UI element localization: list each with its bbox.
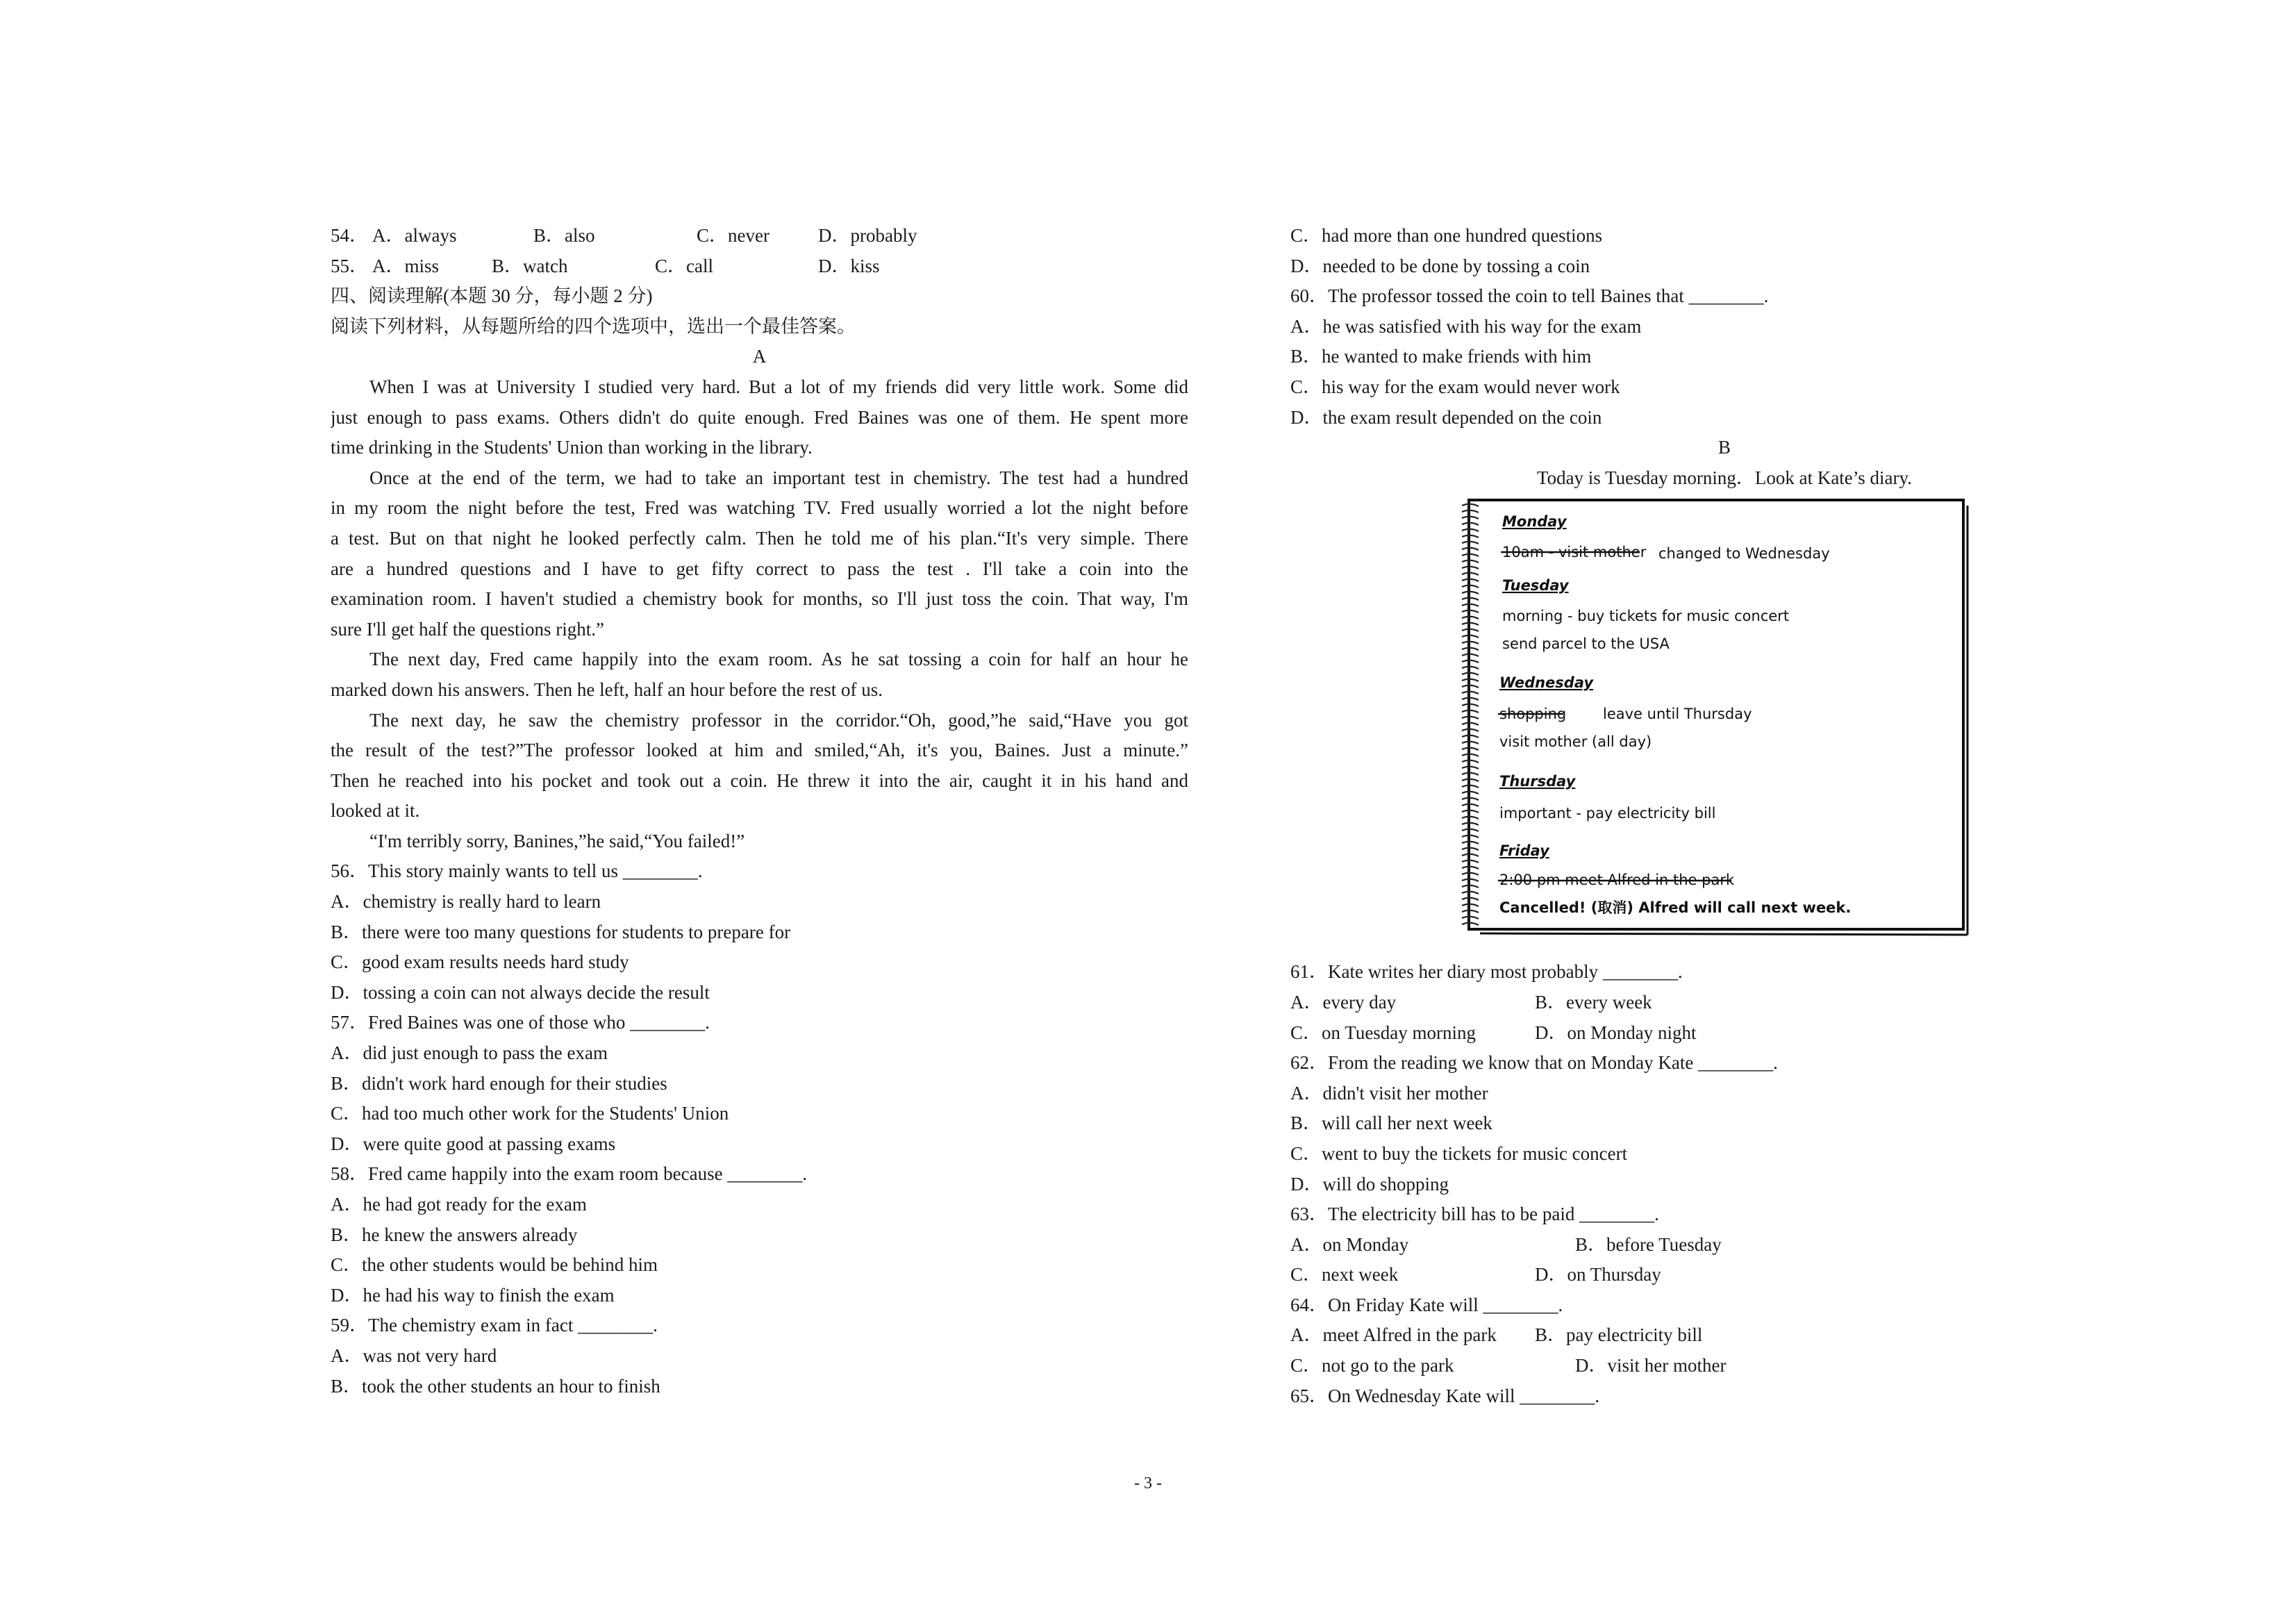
option-a: A．on Monday xyxy=(1290,1233,1409,1255)
option-c: C．went to buy the tickets for music concert xyxy=(1290,1142,1628,1164)
option-a: A．didn't visit her mother xyxy=(1290,1082,1488,1104)
option-c: C．call xyxy=(655,255,713,276)
question-55 xyxy=(331,251,1188,282)
option-b: B．pay electricity bill xyxy=(1535,1324,1703,1346)
option-b: B．watch xyxy=(492,255,568,276)
question-stem: 59．The chemistry exam in fact ________. xyxy=(331,1315,658,1336)
diary-tuesday-line-1: morning - buy tickets for music concert xyxy=(1502,608,1790,625)
option-d: D．kiss xyxy=(818,255,880,276)
diary-wednesday-line-2: visit mother (all day) xyxy=(1499,733,1652,751)
option-d: D．will do shopping xyxy=(1290,1173,1449,1195)
option-c: C．had too much other work for the Students' Union xyxy=(331,1103,729,1124)
option-b: B．before Tuesday xyxy=(1575,1233,1722,1255)
diary-wednesday: Wednesday xyxy=(1499,674,1594,692)
option-c: C．good exam results needs hard study xyxy=(331,951,629,973)
passage-a-paragraph-2 xyxy=(331,463,1188,645)
option-a: A．was not very hard xyxy=(331,1345,497,1366)
option-c: C．had more than one hundred questions xyxy=(1290,225,1603,246)
option-a: A．meet Alfred in the park xyxy=(1290,1324,1497,1346)
text-line: looked at it. xyxy=(331,800,420,822)
option-a: A．did just enough to pass the exam xyxy=(331,1042,608,1064)
passage-a-paragraph-4 xyxy=(331,706,1188,826)
text-line: time drinking in the Students' Union than working in the library. xyxy=(331,437,813,458)
diary-wednesday-note: leave until Thursday xyxy=(1603,706,1752,723)
option-a: A．miss xyxy=(372,255,440,276)
option-d: D．on Thursday xyxy=(1535,1264,1661,1285)
passage-b-title: B xyxy=(1717,437,1731,458)
text-line: are a hundred questions and I have to get fifty correct to pass the test . I'll take a coin into the xyxy=(331,558,1188,579)
question-63 xyxy=(1290,1199,2158,1290)
option-c: C．his way for the exam would never work xyxy=(1290,376,1620,397)
section-heading: 四、阅读理解(本题 30 分，每小题 2 分) xyxy=(331,285,653,307)
option-c: C．not go to the park xyxy=(1290,1355,1454,1376)
passage-b-intro: Today is Tuesday morning．Look at Kate’s diary. xyxy=(1536,467,1913,488)
option-b: B．will call her next week xyxy=(1290,1113,1492,1134)
question-60 xyxy=(1290,281,2158,433)
option-d: D．he had his way to finish the exam xyxy=(331,1284,615,1306)
question-stem: 58．Fred came happily into the exam room because ________. xyxy=(331,1163,808,1185)
diary-friday: Friday xyxy=(1499,842,1549,860)
text-line: marked down his answers. Then he left, half an hour before the rest of us. xyxy=(331,679,883,700)
diary-monday-struck: 10am - visit mother xyxy=(1502,544,1647,561)
passage-a-title: A xyxy=(752,346,767,367)
question-stem: 61．Kate writes her diary most probably ________. xyxy=(1290,961,1683,983)
text-line: Once at the end of the term, we had to take an important test in chemistry. The test had a hundred xyxy=(369,467,1188,488)
option-d: D．on Monday night xyxy=(1535,1022,1697,1043)
question-64 xyxy=(1290,1290,2158,1381)
left-column xyxy=(331,221,1188,1401)
question-stem: 56．This story mainly wants to tell us ________. xyxy=(331,860,703,882)
diary-thursday-line-1: important - pay electricity bill xyxy=(1499,805,1716,822)
question-number: 54． xyxy=(331,225,368,246)
diary-image xyxy=(1461,496,1978,940)
diary-figure xyxy=(1290,493,2158,957)
question-number: 55． xyxy=(331,255,368,276)
option-a: A．always xyxy=(372,225,457,246)
option-a: A．he was satisfied with his way for the exam xyxy=(1290,315,1642,337)
option-a: A．every day xyxy=(1290,991,1397,1013)
text-line: a test. But on that night he looked perfectly calm. Then he told me of his plan.“It's very simple. There xyxy=(331,527,1188,549)
option-d: D．tossing a coin can not always decide the result xyxy=(331,981,710,1003)
question-59-continued xyxy=(1290,221,2158,281)
text-line: just enough to pass exams. Others didn't do quite enough. Fred Baines was one of them. He spent more xyxy=(331,406,1188,428)
option-c: C．on Tuesday morning xyxy=(1290,1022,1476,1043)
text-line: The next day, he saw the chemistry professor in the corridor.“Oh, good,”he said,“Have you got xyxy=(369,709,1188,731)
question-stem: 64．On Friday Kate will ________. xyxy=(1290,1294,1563,1315)
diary-tuesday: Tuesday xyxy=(1502,577,1569,594)
diary-wednesday-struck: shopping xyxy=(1499,706,1567,723)
question-stem: 60．The professor tossed the coin to tell Baines that ________. xyxy=(1290,285,1769,307)
option-b: B．also xyxy=(533,225,595,246)
option-d: D．were quite good at passing exams xyxy=(331,1133,616,1154)
question-61 xyxy=(1290,957,2158,1048)
question-62 xyxy=(1290,1048,2158,1199)
question-54 xyxy=(331,221,1188,251)
text-line: the result of the test?”The professor looked at him and smiled,“Ah, it's you, Baines. Just a minute.” xyxy=(331,740,1188,761)
text-line: sure I'll get half the questions right.” xyxy=(331,618,605,640)
option-d: D．visit her mother xyxy=(1575,1355,1727,1376)
text-line: examination room. I haven't studied a chemistry book for months, so I'll just toss the coin. That way, I'm xyxy=(331,588,1188,610)
option-a: A．he had got ready for the exam xyxy=(331,1194,587,1215)
question-stem: 57．Fred Baines was one of those who ________. xyxy=(331,1012,710,1033)
section-instruction: 阅读下列材料，从每题所给的四个选项中，选出一个最佳答案。 xyxy=(331,315,856,337)
option-b: B．every week xyxy=(1535,991,1652,1013)
option-a: A．chemistry is really hard to learn xyxy=(331,891,601,913)
question-65-stem: 65．On Wednesday Kate will ________. xyxy=(1290,1385,1600,1406)
option-c: C．never xyxy=(697,225,770,246)
text-line: When I was at University I studied very hard. But a lot of my friends did very little work. Some did xyxy=(369,376,1188,397)
option-b: B．he knew the answers already xyxy=(331,1224,578,1245)
question-57 xyxy=(331,1008,1188,1159)
diary-thursday: Thursday xyxy=(1499,773,1576,790)
question-56 xyxy=(331,856,1188,1008)
diary-tuesday-line-2: send parcel to the USA xyxy=(1502,635,1670,653)
option-d: D．probably xyxy=(818,225,917,246)
question-58 xyxy=(331,1159,1188,1310)
option-d: D．needed to be done by tossing a coin xyxy=(1290,255,1590,276)
question-stem: 63．The electricity bill has to be paid ________. xyxy=(1290,1204,1659,1225)
diary-monday: Monday xyxy=(1502,513,1567,531)
option-b: B．he wanted to make friends with him xyxy=(1290,346,1592,367)
page-number: - 3 - xyxy=(1134,1474,1162,1492)
question-59 xyxy=(331,1310,1188,1401)
option-c: C．next week xyxy=(1290,1264,1399,1285)
diary-friday-struck: 2:00 pm meet Alfred in the park xyxy=(1499,872,1735,889)
passage-a-paragraph-5: “I'm terribly sorry, Banines,”he said,“You failed!” xyxy=(369,830,745,851)
option-c: C．the other students would be behind him xyxy=(331,1254,658,1276)
passage-a-paragraph-1 xyxy=(331,372,1188,463)
option-b: B．took the other students an hour to finish xyxy=(331,1375,660,1397)
question-stem: 62．From the reading we know that on Monday Kate ________. xyxy=(1290,1052,1778,1074)
text-line: Then he reached into his pocket and took out a coin. He threw it into the air, caught it in his hand and xyxy=(331,769,1188,791)
option-b: B．there were too many questions for students to prepare for xyxy=(331,921,791,942)
passage-a-paragraph-3 xyxy=(331,644,1188,705)
text-line: The next day, Fred came happily into the exam room. As he sat tossing a coin for half an hour he xyxy=(369,649,1188,670)
diary-page-shadow xyxy=(1480,933,1968,935)
option-b: B．didn't work hard enough for their studies xyxy=(331,1072,667,1094)
diary-friday-line-2: Cancelled! (取消) Alfred will call next week. xyxy=(1499,899,1852,917)
right-column xyxy=(1290,221,2158,1411)
diary-monday-note: changed to Wednesday xyxy=(1658,545,1830,563)
option-d: D．the exam result depended on the coin xyxy=(1290,406,1602,428)
text-line: in my room the night before the test, Fred was watching TV. Fred usually worried a lot the night before xyxy=(331,497,1188,519)
